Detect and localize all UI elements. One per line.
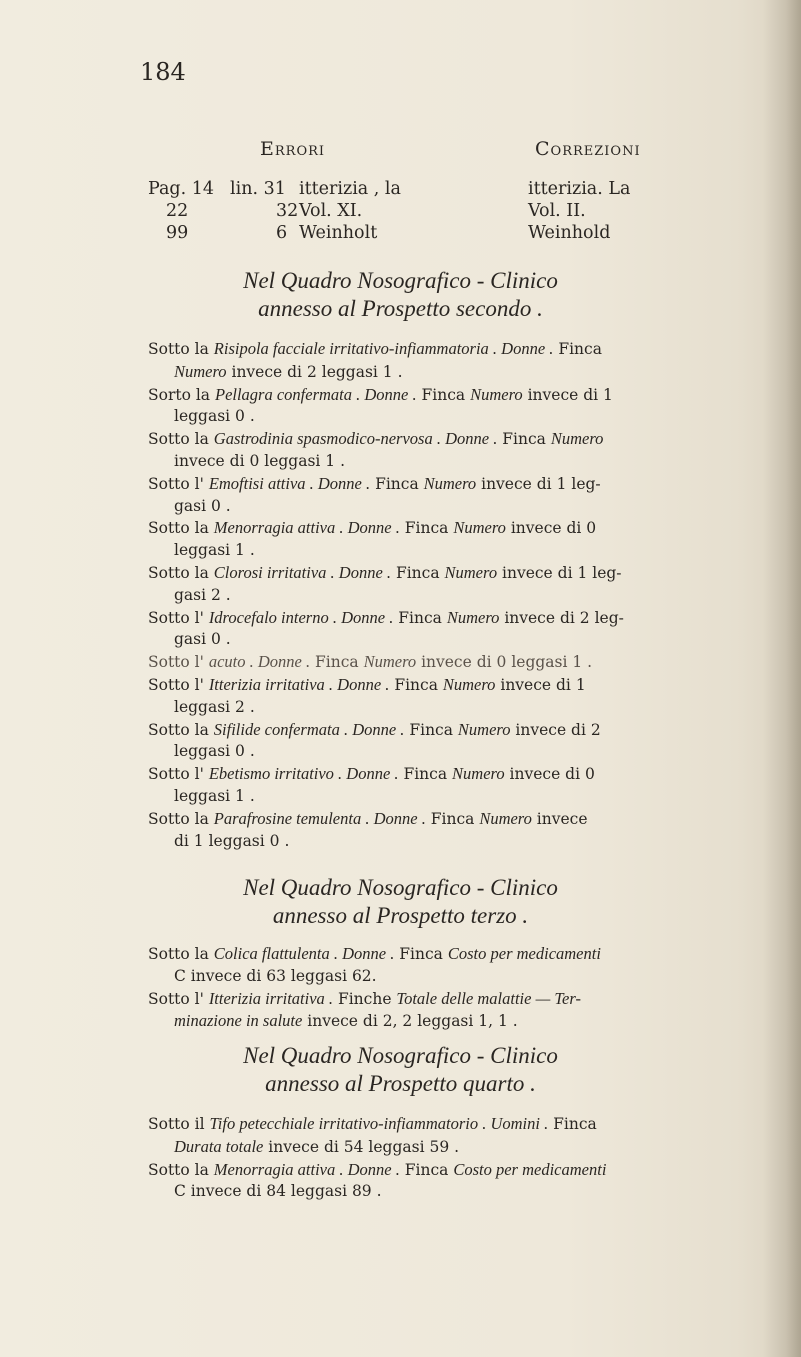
correction-entry bbox=[148, 1159, 763, 1204]
entry-continuation bbox=[148, 831, 763, 853]
italic-term: Itterizia irritativa . Donne . bbox=[208, 674, 390, 694]
section-body bbox=[148, 338, 763, 852]
entry-continuation bbox=[148, 585, 763, 607]
text-run: Sotto l' bbox=[148, 765, 209, 784]
italic-term: Numero bbox=[423, 473, 477, 493]
errata-heading-errors: Errori bbox=[260, 138, 326, 160]
text-run: invece di 0 leggasi 1 . bbox=[416, 653, 593, 672]
italic-term: Numero bbox=[442, 674, 496, 694]
italic-term: Totale delle malattie — Ter- bbox=[396, 988, 581, 1008]
correction-entry bbox=[148, 674, 763, 719]
italic-term: Numero bbox=[479, 808, 532, 828]
text-run: invece di 1 leg- bbox=[476, 474, 601, 493]
text-run: invece di 1 bbox=[495, 675, 586, 694]
entry-first-line bbox=[148, 1115, 597, 1133]
text-run: leggasi 1 . bbox=[174, 786, 255, 805]
correction-entry bbox=[148, 428, 763, 473]
text-run: Finca bbox=[398, 765, 453, 784]
text-run: Sotto l' bbox=[148, 608, 209, 627]
errata-row bbox=[148, 178, 748, 200]
entry-continuation bbox=[148, 1136, 763, 1159]
text-run: Sotto la bbox=[148, 340, 214, 358]
correction-entry bbox=[148, 943, 763, 988]
entry-first-line bbox=[148, 340, 602, 358]
italic-term: Numero bbox=[470, 384, 523, 404]
section-title-line1: Nel Quadro Nosografico - Clinico bbox=[243, 875, 558, 900]
italic-term: minazione in salute bbox=[174, 1011, 303, 1031]
section-title-line2: annesso al Prospetto quarto . bbox=[265, 1071, 536, 1096]
italic-term: Numero bbox=[550, 429, 604, 449]
errata-line: 6 bbox=[276, 223, 288, 243]
italic-term: Numero bbox=[446, 607, 500, 627]
entry-first-line bbox=[148, 676, 586, 694]
italic-term: Numero bbox=[457, 719, 511, 739]
text-run: gasi 0 . bbox=[174, 630, 231, 649]
section-title-line2: annesso al Prospetto secondo . bbox=[258, 296, 543, 321]
text-run: invece di 2 leg- bbox=[499, 608, 624, 627]
correction-entry bbox=[148, 607, 763, 652]
section-title-line1: Nel Quadro Nosografico - Clinico bbox=[243, 1043, 558, 1068]
entry-first-line bbox=[148, 765, 595, 783]
italic-term: Gastrodinia spasmodico-nervosa . Donne . bbox=[213, 429, 498, 449]
text-run: Finca bbox=[425, 809, 480, 828]
italic-term: Numero bbox=[444, 562, 498, 582]
entry-first-line bbox=[148, 1161, 606, 1179]
text-run: Finca bbox=[548, 1115, 597, 1133]
entry-first-line bbox=[148, 990, 581, 1008]
text-run: Sotto la bbox=[148, 563, 214, 582]
text-run: Sorto la bbox=[148, 385, 215, 404]
text-run: Finca bbox=[399, 519, 454, 538]
entry-first-line bbox=[148, 519, 596, 537]
italic-term: Emoftisi attiva . Donne . bbox=[208, 473, 371, 493]
italic-term: acuto . Donne . bbox=[208, 652, 311, 672]
italic-term: Menorragia attiva . Donne . bbox=[213, 518, 400, 538]
text-run: Finca bbox=[497, 430, 551, 449]
errata-correction: itterizia. La bbox=[528, 179, 631, 199]
errata-error: Weinholt bbox=[299, 223, 378, 243]
errata-error: itterizia , la bbox=[299, 179, 401, 199]
text-run: invece di 1 leg- bbox=[497, 563, 622, 582]
correction-entry bbox=[148, 651, 763, 674]
text-run: Finca bbox=[391, 563, 445, 582]
italic-term: Numero bbox=[452, 764, 505, 784]
errata-correction: Vol. II. bbox=[528, 201, 586, 221]
text-run: Finca bbox=[553, 340, 602, 358]
entry-first-line bbox=[148, 945, 601, 963]
entry-first-line bbox=[148, 721, 601, 739]
text-run: invece di 2, 2 leggasi 1, 1 . bbox=[302, 1012, 518, 1031]
entry-continuation bbox=[148, 496, 763, 518]
text-run: Finca bbox=[393, 608, 447, 627]
text-run: Finca bbox=[310, 653, 364, 672]
italic-term: Costo per medicamenti bbox=[447, 944, 601, 963]
italic-term: Numero bbox=[363, 652, 417, 672]
entry-continuation bbox=[148, 1181, 763, 1203]
text-run: Sotto la bbox=[148, 430, 214, 449]
italic-term: Sifilide confermata . Donne . bbox=[213, 719, 405, 739]
text-run: Finche bbox=[333, 989, 397, 1008]
entry-continuation bbox=[148, 451, 763, 473]
errata-page: 99 bbox=[166, 223, 189, 243]
errata-row bbox=[148, 200, 748, 222]
entry-continuation bbox=[148, 629, 763, 651]
text-run: Finca bbox=[389, 675, 443, 694]
entry-first-line bbox=[148, 430, 603, 448]
entry-first-line bbox=[148, 810, 588, 828]
text-run: Sotto il bbox=[148, 1115, 210, 1133]
errata-page: 22 bbox=[166, 201, 189, 221]
errata-page: Pag. 14 bbox=[148, 179, 215, 199]
text-run: Sotto l' bbox=[148, 474, 209, 493]
correction-entry bbox=[148, 473, 763, 518]
text-run: Finca bbox=[394, 945, 448, 963]
page-edge-shadow bbox=[763, 0, 801, 1357]
errata-correction: Weinhold bbox=[528, 223, 611, 243]
italic-term: Durata totale bbox=[174, 1136, 264, 1156]
italic-term: Tifo petecchiale irritativo-infiammatorio . Uomini . bbox=[209, 1114, 549, 1133]
errata-heading-corrections: Correzioni bbox=[535, 138, 641, 160]
text-run: gasi 0 . bbox=[174, 496, 231, 515]
correction-entry bbox=[148, 719, 763, 764]
text-run: Finca bbox=[416, 385, 471, 404]
text-run: Finca bbox=[399, 1160, 454, 1179]
correction-entry bbox=[148, 988, 763, 1034]
text-run: invece di 0 bbox=[505, 519, 597, 538]
italic-term: Idrocefalo interno . Donne . bbox=[208, 607, 394, 627]
text-run: gasi 2 . bbox=[174, 585, 231, 604]
text-run: invece bbox=[531, 809, 588, 828]
text-run: Sotto la bbox=[148, 945, 214, 963]
text-run: Finca bbox=[404, 720, 458, 739]
correction-entry bbox=[148, 763, 763, 808]
entry-first-line bbox=[148, 475, 601, 493]
text-run: leggasi 0 . bbox=[174, 742, 255, 761]
section-body bbox=[148, 1113, 763, 1203]
section-body bbox=[148, 943, 763, 1033]
text-run: invece di 2 leggasi 1 . bbox=[226, 362, 403, 381]
entry-continuation bbox=[148, 786, 763, 808]
text-run: invece di 0 bbox=[504, 765, 595, 784]
text-run: leggasi 0 . bbox=[174, 407, 255, 426]
correction-entry bbox=[148, 562, 763, 607]
correction-entry bbox=[148, 517, 763, 562]
errata-table bbox=[148, 178, 748, 244]
errata-line: lin. 31 bbox=[230, 179, 286, 199]
entry-first-line bbox=[148, 564, 622, 582]
entry-continuation bbox=[148, 406, 763, 428]
text-run: di 1 leggasi 0 . bbox=[174, 831, 290, 850]
correction-entry bbox=[148, 808, 763, 853]
entry-continuation bbox=[148, 697, 763, 719]
text-run: invece di 1 bbox=[522, 385, 613, 404]
entry-continuation bbox=[148, 1010, 763, 1033]
correction-entry bbox=[148, 1113, 763, 1159]
italic-term: Parafrosine temulenta . Donne . bbox=[213, 808, 426, 828]
italic-term: Itterizia irritativa . bbox=[208, 988, 334, 1008]
text-run: invece di 0 leggasi 1 . bbox=[174, 451, 346, 470]
text-run: invece di 2 bbox=[510, 720, 601, 739]
text-run: Sotto l' bbox=[148, 675, 209, 694]
text-run: Sotto l' bbox=[148, 989, 209, 1008]
text-run: invece di 54 leggasi 59 . bbox=[263, 1137, 460, 1156]
text-run: Sotto la bbox=[148, 809, 214, 828]
correction-entry bbox=[148, 338, 763, 384]
italic-term: Costo per medicamenti bbox=[453, 1159, 607, 1179]
text-run: Finca bbox=[370, 474, 424, 493]
text-run: C invece di 63 leggasi 62. bbox=[174, 966, 377, 985]
entry-continuation bbox=[148, 540, 763, 562]
italic-term: Numero bbox=[453, 518, 506, 538]
errata-error: Vol. XI. bbox=[299, 201, 363, 221]
entry-continuation bbox=[148, 741, 763, 763]
errata-row bbox=[148, 222, 748, 244]
text-run: Sotto la bbox=[148, 1160, 214, 1179]
section-title-line1: Nel Quadro Nosografico - Clinico bbox=[243, 268, 558, 293]
entry-first-line bbox=[148, 386, 613, 404]
entry-first-line bbox=[148, 609, 624, 627]
italic-term: Clorosi irritativa . Donne . bbox=[213, 562, 392, 582]
section-title-line2: annesso al Prospetto terzo . bbox=[272, 903, 529, 928]
text-run: Sotto l' bbox=[148, 653, 209, 672]
text-run: Sotto la bbox=[148, 720, 214, 739]
italic-term: Risipola facciale irritativo-infiammatoria . Donne . bbox=[213, 339, 554, 358]
text-run: leggasi 2 . bbox=[174, 697, 255, 716]
page-number: 184 bbox=[140, 58, 186, 86]
text-run: Sotto la bbox=[148, 519, 214, 538]
italic-term: Pellagra confermata . Donne . bbox=[214, 384, 417, 404]
italic-term: Ebetismo irritativo . Donne . bbox=[208, 764, 399, 784]
entry-continuation bbox=[148, 966, 763, 988]
entry-continuation bbox=[148, 361, 763, 384]
entry-first-line bbox=[148, 653, 592, 671]
correction-entry bbox=[148, 384, 763, 429]
text-run: leggasi 1 . bbox=[174, 541, 255, 560]
errata-line: 32 bbox=[276, 201, 299, 221]
italic-term: Numero bbox=[174, 361, 227, 381]
italic-term: Colica flattulenta . Donne . bbox=[213, 944, 395, 963]
italic-term: Menorragia attiva . Donne . bbox=[213, 1159, 400, 1179]
text-run: C invece di 84 leggasi 89 . bbox=[174, 1182, 382, 1201]
